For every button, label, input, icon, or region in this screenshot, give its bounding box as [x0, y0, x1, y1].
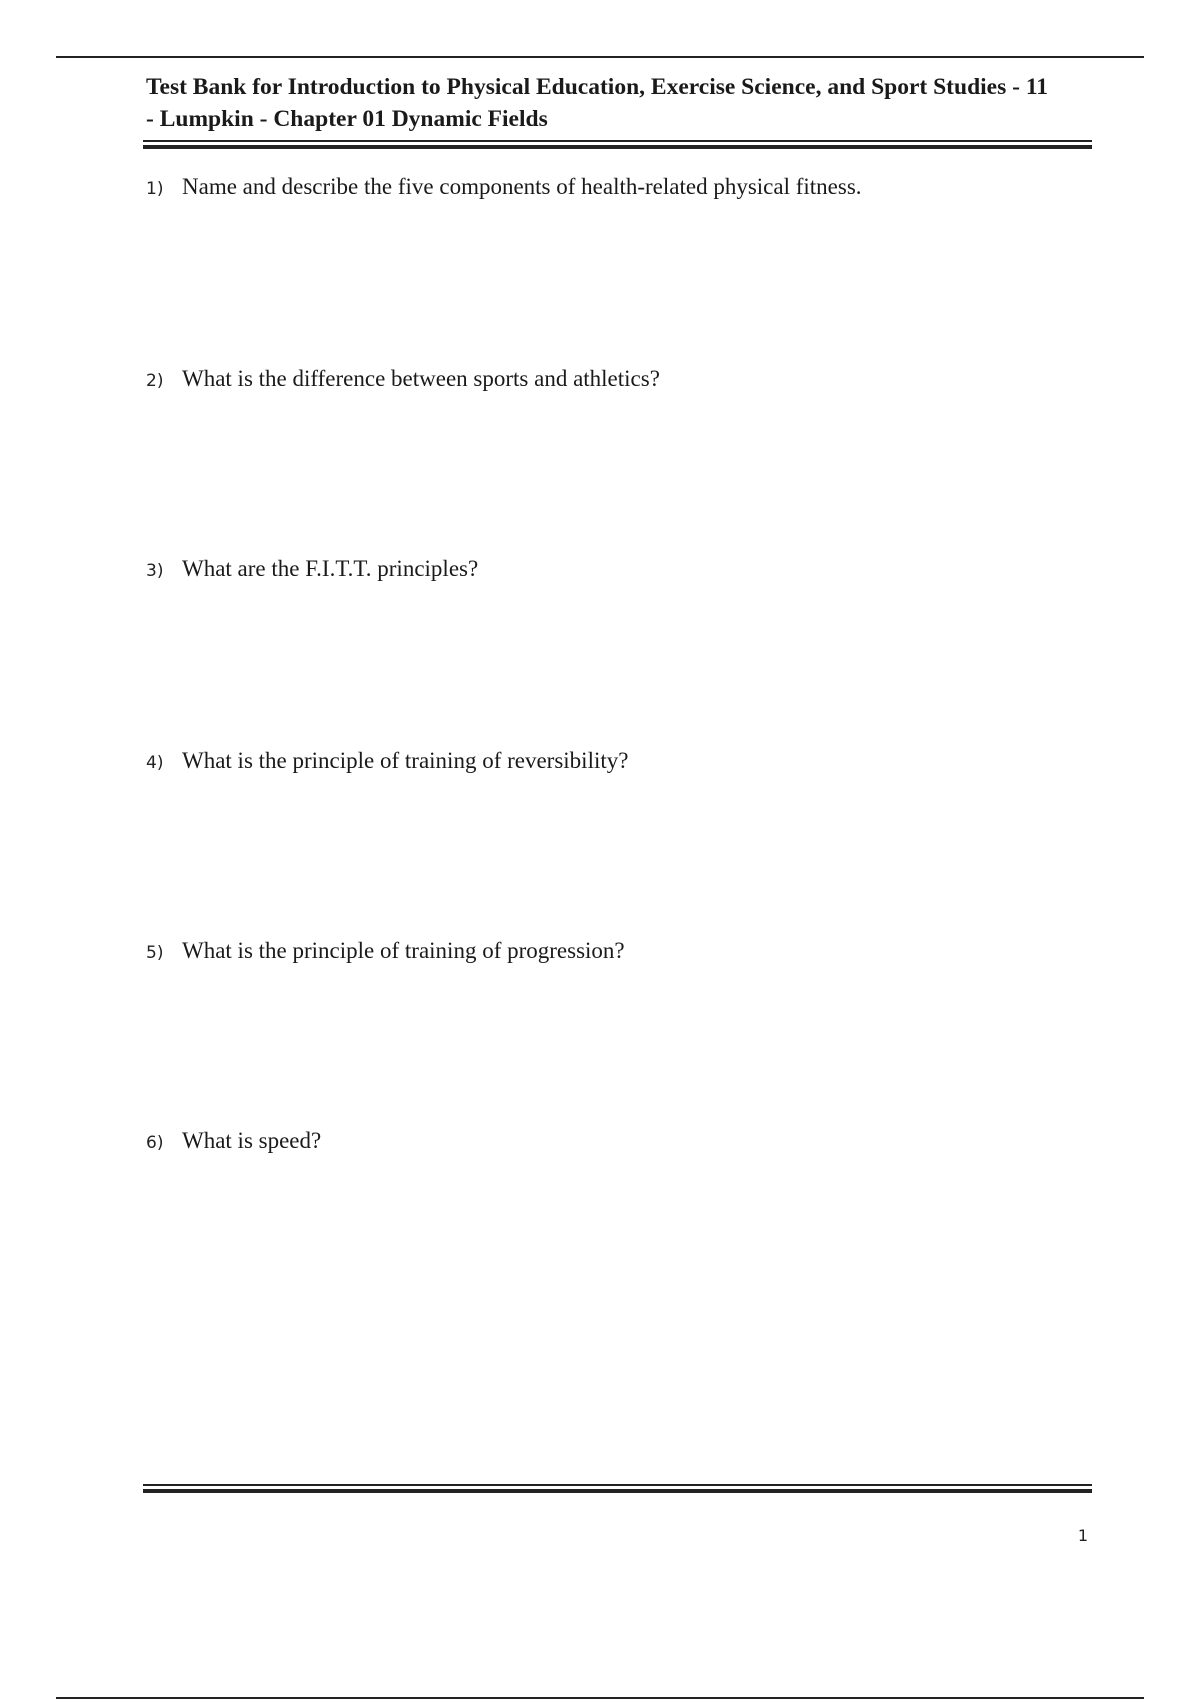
page-bottom-rule [56, 1697, 1144, 1699]
question-text: What is the difference between sports and athletics? [182, 366, 660, 391]
question-item-3 [146, 556, 1106, 582]
question-number: 2) [146, 371, 164, 391]
footer-double-rule [143, 1484, 1092, 1493]
question-number: 6) [146, 1133, 164, 1153]
header-double-rule [143, 140, 1092, 149]
question-text: What is the principle of training of reversibility? [182, 748, 629, 773]
page-top-rule [56, 56, 1144, 58]
question-item-5 [146, 938, 1106, 964]
question-text: What is the principle of training of progression? [182, 938, 625, 963]
question-item-4 [146, 748, 1106, 774]
question-text: What are the F.I.T.T. principles? [182, 556, 479, 581]
question-item-2 [146, 366, 1106, 392]
question-item-1 [146, 174, 1106, 200]
question-number: 4) [146, 753, 164, 773]
question-number: 3) [146, 561, 164, 581]
question-number: 1) [146, 179, 164, 199]
question-item-6 [146, 1128, 1106, 1154]
document-title [146, 71, 1106, 135]
question-text: What is speed? [182, 1128, 322, 1153]
document-title-line-2: - Lumpkin - Chapter 01 Dynamic Fields [146, 106, 548, 132]
question-text: Name and describe the five components of health-related physical fitness. [182, 174, 862, 199]
document-title-line-1: Test Bank for Introduction to Physical Education, Exercise Science, and Sport Studies - 11 [146, 74, 1049, 100]
question-number: 5) [146, 943, 164, 963]
page-number: 1 [1077, 1526, 1088, 1545]
